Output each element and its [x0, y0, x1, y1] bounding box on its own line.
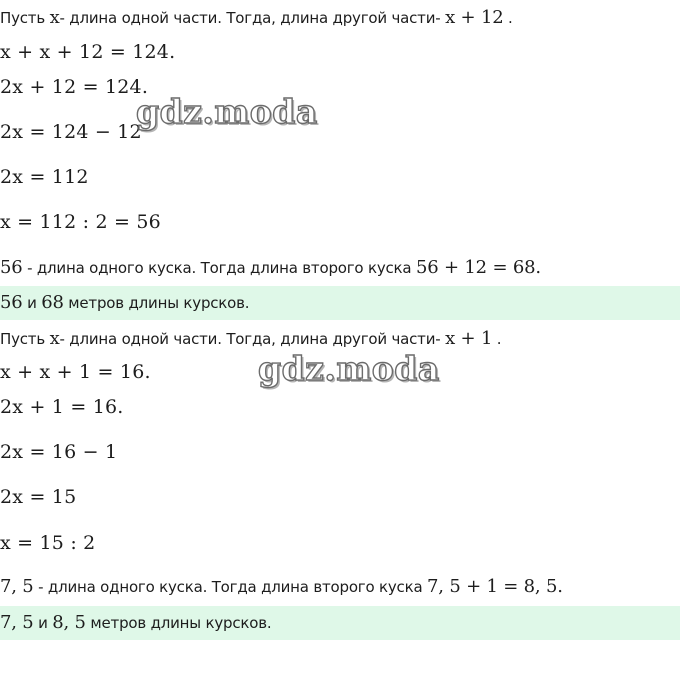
intro-var: x	[49, 7, 60, 28]
problem2-equation-5: x = 15 : 2	[0, 532, 96, 554]
problem2-answer	[0, 612, 271, 633]
result-expression: 7, 5 + 1 = 8, 5.	[427, 576, 563, 597]
intro-end: .	[503, 9, 513, 27]
watermark-logo: gdz.moda	[136, 92, 318, 131]
problem2-answer-box	[0, 606, 680, 640]
problem1-equation-3: 2x = 124 − 12	[0, 121, 142, 143]
intro-expr: x + 1	[445, 328, 493, 349]
answer-value-a: 7, 5	[0, 612, 34, 633]
problem1-answer	[0, 292, 249, 313]
result-text: - длина одного куска. Тогда длина второго куска	[33, 578, 428, 596]
answer-text: метров длины курсков.	[85, 614, 272, 632]
problem1-intro	[0, 7, 513, 28]
intro-text: Пусть	[0, 9, 50, 27]
answer-value-b: 8, 5	[52, 612, 86, 633]
problem1-answer-box	[0, 286, 680, 320]
result-number: 7, 5	[0, 576, 34, 597]
answer-and: и	[33, 614, 53, 632]
problem1-equation-4: 2x = 112	[0, 166, 89, 188]
problem2-equation-2: 2x + 1 = 16.	[0, 396, 124, 418]
problem2-result	[0, 576, 563, 597]
problem2-intro	[0, 328, 501, 349]
intro-text-2: - длина одной части. Тогда, длина другой части-	[59, 330, 446, 348]
problem2-equation-4: 2x = 15	[0, 486, 77, 508]
answer-value-b: 68	[41, 292, 64, 313]
problem1-result	[0, 257, 541, 278]
intro-text-2: - длина одной части. Тогда, длина другой части-	[59, 9, 446, 27]
intro-text: Пусть	[0, 330, 50, 348]
result-text: - длина одного куска. Тогда длина второго куска	[22, 259, 416, 277]
problem2-equation-1: x + x + 1 = 16.	[0, 361, 151, 383]
result-number: 56	[0, 257, 23, 278]
answer-text: метров длины курсков.	[63, 294, 250, 312]
problem1-equation-2: 2x + 12 = 124.	[0, 76, 149, 98]
problem1-equation-5: x = 112 : 2 = 56	[0, 211, 161, 233]
intro-end: .	[492, 330, 502, 348]
answer-and: и	[22, 294, 42, 312]
intro-var: x	[49, 328, 60, 349]
intro-expr: x + 12	[445, 7, 504, 28]
problem2-equation-3: 2x = 16 − 1	[0, 441, 118, 463]
problem1-equation-1: x + x + 12 = 124.	[0, 41, 176, 63]
watermark-logo: gdz.moda	[258, 349, 440, 388]
result-expression: 56 + 12 = 68.	[415, 257, 541, 278]
answer-value-a: 56	[0, 292, 23, 313]
